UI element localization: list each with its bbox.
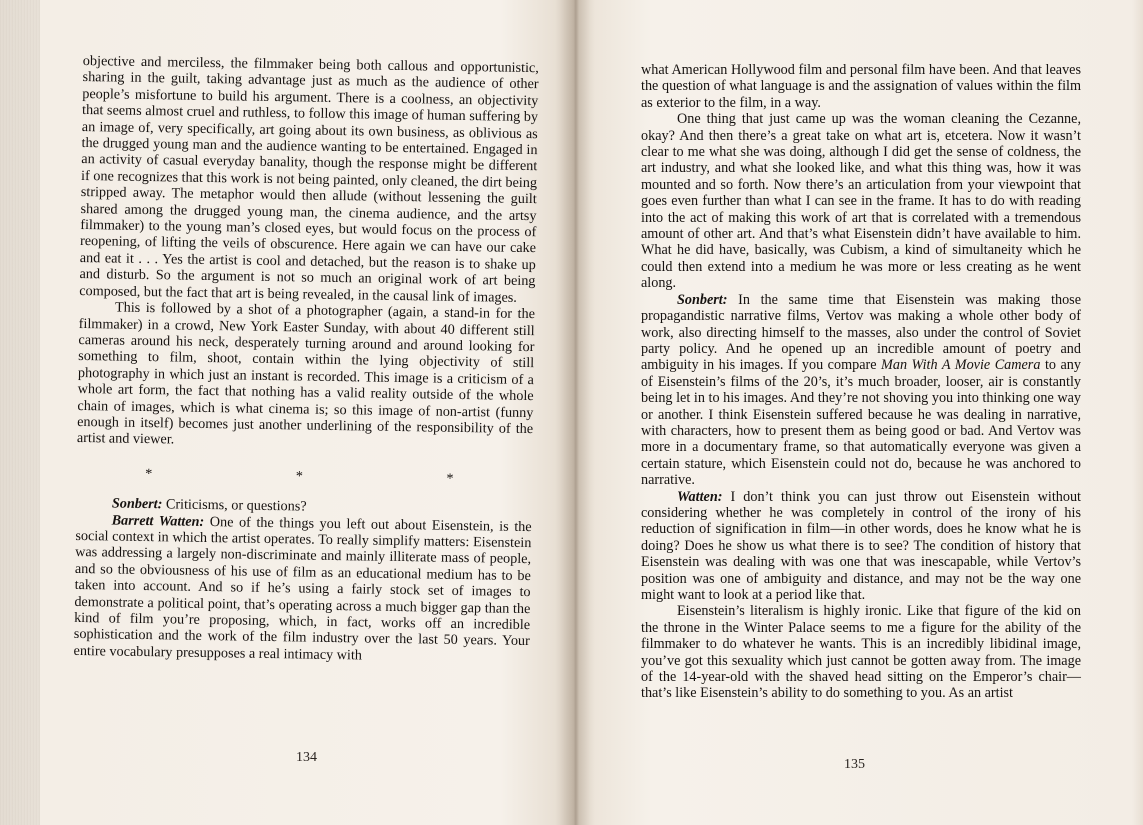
page-number-left: 134 (296, 750, 317, 765)
paragraph: what American Hollywood film and personal film have been. And that leaves the question of what language is and the assignation of values within the film as exterior to the film, in a way. (641, 62, 1081, 111)
paragraph: This is followed by a shot of a photographer (again, a stand-in for the filmmaker) in a crowd, New York Easter Sunday, with about 40 different still cameras around his neck, desperately turning around and around looking for something to film, shoot, contain within the lying objectivity of still photography in which just an instant is recorded. This image is a criticism of a whole art form, the fact that nothing has a valid reality outside of the whole chain of images, which is what cinema is; so this image of non-artist (funny enough in itself) becomes just another underlining of the responsibility of the artist and viewer. (76, 299, 536, 448)
right-page-text (641, 62, 1081, 702)
left-page-text (73, 53, 538, 666)
speaker-name: Sonbert: (111, 495, 163, 513)
page-number-right: 135 (844, 757, 865, 772)
dialogue-line (641, 489, 1081, 604)
dialogue-line (641, 292, 1081, 489)
dialogue-text: Criticisms, or questions? (165, 496, 307, 515)
dialogue-text: In the same time that Eisenstein was making those propagandistic narrative films, Vertov was making a whole other body of work, also directing himself to the masses, also under the control of Soviet party policy. And he opened up an incredible amount of poetry and ambiguity in his images. If you compare (641, 291, 1081, 374)
speaker-name: Barrett Watten: (111, 512, 205, 530)
dialogue-line (73, 512, 531, 667)
paragraph: One thing that just came up was the woman cleaning the Cezanne, okay? And then there’s a great take on what art is, etcetera. Now it wasn’t clear to me what she was doing, although I did get the sense of coldness, the art industry, and what she looked like, and what this thing was, how it was mounted and so forth. Now there’s an articulation from your viewpoint that goes even further than what I can see in the frame. It has to do with reading into the act of making this work of art that is correlated with a tremendous amount of other art. And that’s what Eisenstein didn’t have available to him. What he did have, basically, was Cubism, a kind of simultaneity which he could then extend into a medium he was more or less creating as he went along. (641, 111, 1081, 292)
film-title: Man With A Movie Camera (881, 357, 1041, 374)
right-page (572, 0, 1143, 825)
dialogue-text: I don’t think you can just throw out Eisenstein without considering whether he was completely in control of the irony of his reduction of signification in film—in other words, does he know what he is doing? Does he show us what there is to see? The condition of history that Eisenstein was dealing with was one that was inescapable, while Vertov’s position was one of ambiguity and distance, and may not be the way one might want to look at a period like that. (641, 488, 1081, 603)
speaker-name: Sonbert: (677, 291, 728, 308)
book-gutter-shadow (555, 0, 595, 825)
paragraph: Eisenstein’s literalism is highly ironic. Like that figure of the kid on the throne in the Winter Palace seems to me a figure for the ability of the filmmaker to do whatever he wants. This is an incredibly libidinal image, you’ve got this sexuality which just cannot be gotten away from. The image of the 14-year-old with the shaved head sitting on the Emperor’s chair—that’s like Eisenstein’s ability to do something to you. As an artist (641, 603, 1081, 702)
section-separator: * * * (145, 465, 524, 488)
dialogue-text: to any of Eisenstein’s films of the 20’s, it’s much broader, looser, air is constantly being let in to his images. And they’re not shoving you into thinking one way or another. I think Eisenstein suffered because he was dealing in narrative, with characters, how to present them as being good or bad. And Vertov was more in a documentary frame, so that automatically everyone was given a certain stature, which Eisenstein could not do, because he was anchored to narrative. (641, 357, 1081, 489)
dialogue-text: One of the things you left out about Eisenstein, is the social context in which the artist operates. To really simplify matters: Eisenstein was addressing a largely non-discriminate and mainly illiterate mass of people, and so the obviousness of his use of film as an educational medium has to be taken into account. And so if he’s using a fairly stock set of images to demonstrate a political point, that’s operating across a much bigger gap than the kind of film you’re proposing, which, in fact, works off an incredible sophistication and the work of the film industry over the last 50 years. Your entire vocabulary presupposes a real intimacy with (73, 513, 532, 664)
paragraph: objective and merciless, the filmmaker being both callous and opportunistic, sharing in the guilt, taking advantage just as much as the audience of other people’s misfortune to build his argument. There is a coolness, an objectivity that seems almost cruel and ruthless, to follow this image of human suffering by an image of, very specifically, art going about its own business, as oblivious as the drugged young man and the audience wanting to be entertained. Engaged in an activity of casual everyday banality, though the response might be different if one recognizes that this work is not being painted, only cleaned, the dirt being stripped away. The metaphor would then allude (without lessening the guilt shared among the drugged young man, the cinema audience, and the artsy filmmaker) to the young man’s closed eyes, but would focus on the process of reopening, of lifting the veils of obscurence. Here again we can have our cake and eat it . . . Yes the artist is cool and detached, but the reason is to shake up and disturb. So the argument is not so much an original work of art being composed, but the fact that art is being revealed, in the causal link of images. (79, 53, 539, 306)
page-edge-stack (0, 0, 40, 825)
speaker-name: Watten: (677, 488, 723, 505)
